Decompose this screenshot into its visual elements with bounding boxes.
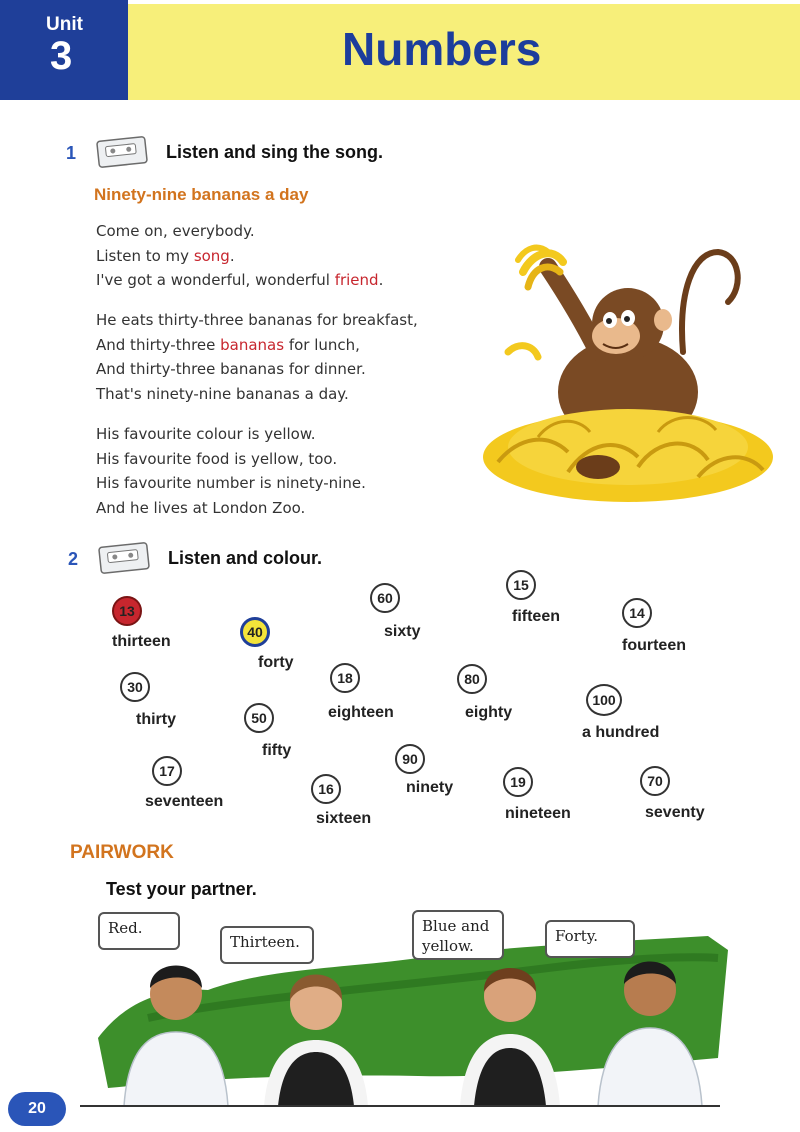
pairwork-instruction: Test your partner. bbox=[106, 879, 257, 899]
number-circle-100[interactable]: 100 bbox=[586, 684, 622, 716]
number-word: ninety bbox=[406, 779, 454, 796]
cassette-icon bbox=[98, 542, 150, 574]
number-word: seventeen bbox=[145, 793, 224, 810]
speech-bubble-thirteen: Thirteen. bbox=[220, 926, 314, 964]
pairwork-heading: PAIRWORK bbox=[70, 842, 174, 863]
exercise-2-number: 2 bbox=[68, 549, 79, 569]
number-circle-18[interactable]: 18 bbox=[330, 663, 360, 693]
page-number: 20 bbox=[8, 1092, 66, 1126]
number-word: seventy bbox=[645, 804, 705, 821]
lyric-line: And thirty-three bananas for lunch, bbox=[96, 335, 360, 354]
stanza-3 bbox=[96, 422, 366, 520]
number-word: nineteen bbox=[505, 805, 571, 822]
number-word: sixteen bbox=[316, 810, 372, 827]
speech-bubble-forty: Forty. bbox=[545, 920, 635, 958]
lyric-line: His favourite number is ninety-nine. bbox=[96, 474, 366, 492]
lyric-line: That's ninety-nine bananas a day. bbox=[96, 384, 349, 403]
number-circle-19[interactable]: 19 bbox=[503, 767, 533, 797]
cassette-icon bbox=[96, 136, 148, 168]
number-word: thirty bbox=[136, 711, 176, 728]
number-circle-30[interactable]: 30 bbox=[120, 672, 150, 702]
lyric-line: Listen to my song. bbox=[96, 246, 235, 265]
lyric-line: And thirty-three bananas for dinner. bbox=[96, 360, 366, 378]
lyric-line: His favourite food is yellow, too. bbox=[96, 449, 338, 468]
highlighted-word: friend bbox=[334, 271, 379, 289]
number-word: eighteen bbox=[328, 704, 394, 721]
bottom-rule bbox=[80, 1105, 720, 1107]
number-circle-14[interactable]: 14 bbox=[622, 598, 652, 628]
number-word: fourteen bbox=[622, 637, 686, 654]
number-word: eighty bbox=[465, 704, 513, 721]
number-word: fifteen bbox=[512, 608, 560, 625]
number-word: forty bbox=[258, 654, 294, 671]
lyric-line: I've got a wonderful, wonderful friend. bbox=[96, 271, 384, 289]
number-circle-15[interactable]: 15 bbox=[506, 570, 536, 600]
number-circle-13[interactable]: 13 bbox=[112, 596, 142, 626]
stanza-1 bbox=[96, 219, 383, 293]
lyric-line: Come on, everybody. bbox=[96, 222, 255, 240]
number-word: fifty bbox=[262, 742, 292, 759]
number-word: a hundred bbox=[582, 724, 660, 741]
highlighted-word: song bbox=[193, 246, 230, 265]
number-circle-17[interactable]: 17 bbox=[152, 756, 182, 786]
unit-label: Unit bbox=[46, 14, 83, 35]
number-circle-60[interactable]: 60 bbox=[370, 583, 400, 613]
lyric-line: He eats thirty-three bananas for breakfast, bbox=[96, 311, 418, 329]
speech-bubble-blue-and-yellow: Blue and yellow. bbox=[412, 910, 504, 960]
number-circle-50[interactable]: 50 bbox=[244, 703, 274, 733]
unit-number: 3 bbox=[50, 34, 73, 78]
number-circle-90[interactable]: 90 bbox=[395, 744, 425, 774]
number-word: thirteen bbox=[112, 633, 171, 650]
exercise-1-number: 1 bbox=[66, 143, 77, 163]
number-circle-70[interactable]: 70 bbox=[640, 766, 670, 796]
lyric-line: And he lives at London Zoo. bbox=[96, 498, 306, 517]
unit-box bbox=[0, 0, 128, 100]
page-title: Numbers bbox=[342, 23, 542, 75]
song-title: Ninety-nine bananas a day bbox=[94, 185, 309, 204]
number-circle-40[interactable]: 40 bbox=[240, 617, 270, 647]
exercise-2-instruction: Listen and colour. bbox=[168, 548, 323, 568]
highlighted-word: bananas bbox=[220, 335, 285, 354]
speech-bubble-red: Red. bbox=[98, 912, 180, 950]
lyric-line: His favourite colour is yellow. bbox=[96, 425, 316, 443]
stanza-2 bbox=[96, 308, 418, 406]
number-word: sixty bbox=[384, 623, 421, 640]
monkey-with-bananas-illustration bbox=[478, 232, 778, 512]
exercise-1-instruction: Listen and sing the song. bbox=[166, 142, 384, 162]
number-circle-80[interactable]: 80 bbox=[457, 664, 487, 694]
number-circle-16[interactable]: 16 bbox=[311, 774, 341, 804]
